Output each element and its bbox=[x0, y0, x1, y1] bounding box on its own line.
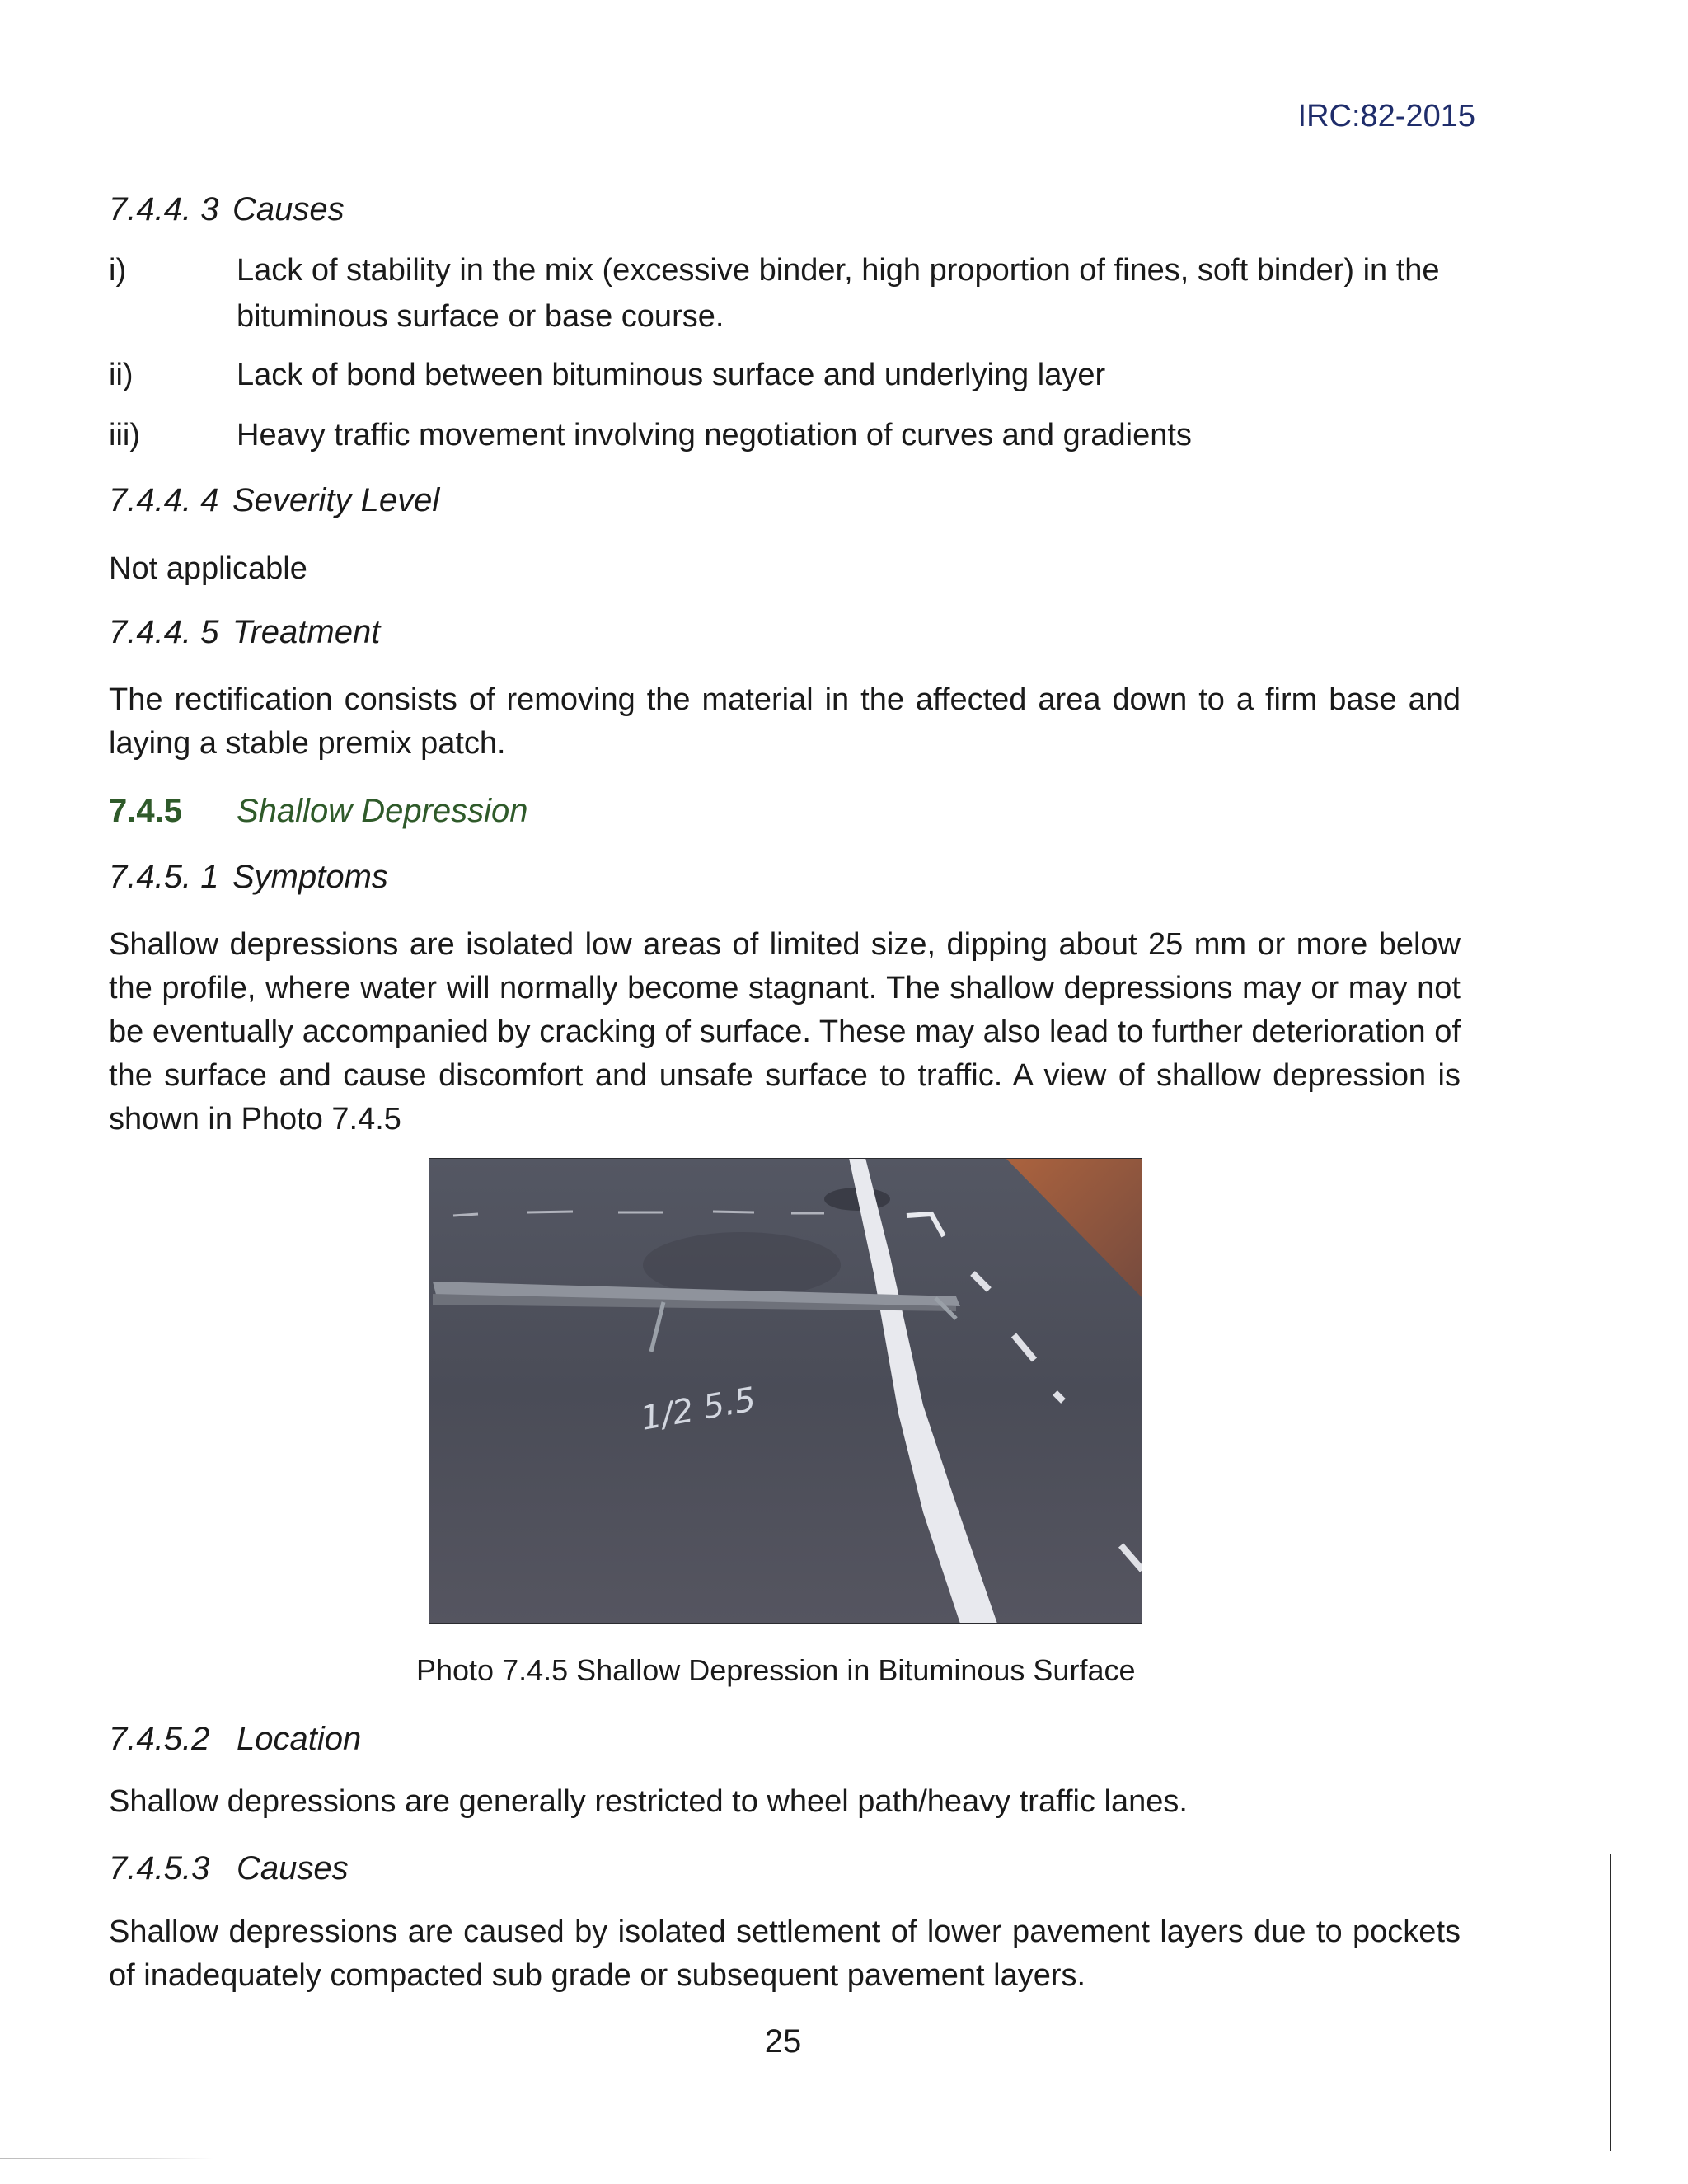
chalk-mark: 1/2 5.5 bbox=[637, 1380, 759, 1438]
heading-causes bbox=[109, 191, 345, 228]
heading-shallow-depression bbox=[109, 793, 528, 830]
heading-severity-level bbox=[109, 482, 439, 519]
heading-number: 7.4.4. 5 bbox=[109, 614, 219, 650]
page-number: 25 bbox=[764, 2023, 802, 2060]
heading-number: 7.4.5.3 bbox=[109, 1850, 210, 1886]
heading-causes-2 bbox=[109, 1850, 349, 1887]
list-marker: ii) bbox=[109, 358, 134, 392]
list-marker: iii) bbox=[109, 418, 140, 452]
heading-title: Severity Level bbox=[232, 482, 440, 518]
treatment-body: The rectification consists of removing the material in the affected area down to a firm base and laying a stable premix patch. bbox=[109, 682, 1461, 761]
heading-title: Causes bbox=[237, 1850, 349, 1886]
list-text: Lack of bond between bituminous surface and underlying layer bbox=[237, 358, 1106, 392]
list-item bbox=[109, 247, 1461, 340]
heading-title: Symptoms bbox=[232, 859, 388, 895]
location-body: Shallow depressions are generally restricted to wheel path/heavy traffic lanes. bbox=[109, 1784, 1188, 1819]
heading-title: Causes bbox=[232, 191, 345, 227]
scan-bottom-mark bbox=[0, 2158, 214, 2159]
heading-title: Treatment bbox=[232, 614, 381, 650]
road-photo bbox=[429, 1158, 1142, 1624]
list-text: Lack of stability in the mix (excessive binder, high proportion of fines, soft binder) in the bituminous surface or base course. bbox=[237, 253, 1440, 334]
heading-title: Shallow Depression bbox=[237, 793, 528, 829]
photo-caption: Photo 7.4.5 Shallow Depression in Bituminous Surface bbox=[416, 1653, 1136, 1687]
heading-title: Location bbox=[237, 1721, 362, 1757]
road-photo-illustration bbox=[429, 1158, 1142, 1624]
heading-number: 7.4.5. 1 bbox=[109, 859, 219, 895]
heading-number: 7.4.4. 3 bbox=[109, 191, 219, 227]
heading-number: 7.4.5 bbox=[109, 793, 182, 829]
severity-body: Not applicable bbox=[109, 551, 307, 586]
list-item bbox=[109, 352, 1461, 398]
list-marker: i) bbox=[109, 253, 127, 288]
list-text: Heavy traffic movement involving negotiation of curves and gradients bbox=[237, 418, 1192, 452]
symptoms-body: Shallow depressions are isolated low areas of limited size, dipping about 25 mm or more below the profile, where water will normally become stagnant. The shallow depressions may or may not be eventually accompanied by cracking of surface. These may also lead to further deterioration of the surface and cause discomfort and unsafe surface to traffic. A view of shallow depression is shown in Photo 7.4.5 bbox=[109, 927, 1461, 1137]
causes-body: Shallow depressions are caused by isolated settlement of lower pavement layers due to pockets of inadequately compacted sub grade or subsequent pavement layers. bbox=[109, 1915, 1461, 1993]
document-code: IRC:82-2015 bbox=[1297, 99, 1475, 134]
heading-symptoms bbox=[109, 859, 388, 896]
list-item bbox=[109, 412, 1461, 458]
heading-number: 7.4.4. 4 bbox=[109, 482, 219, 518]
scan-edge-line bbox=[1610, 1854, 1611, 2151]
heading-number: 7.4.5.2 bbox=[109, 1721, 210, 1757]
heading-treatment bbox=[109, 614, 380, 651]
heading-location bbox=[109, 1721, 361, 1758]
